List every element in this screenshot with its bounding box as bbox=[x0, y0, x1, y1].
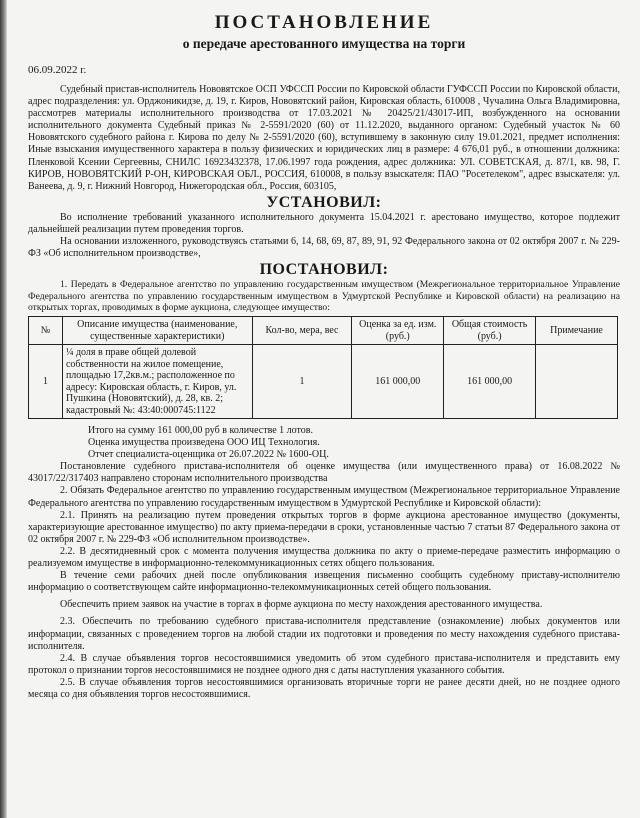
summary-report: Отчет специалиста-оценщика от 26.07.2022 № 1600-ОЦ. bbox=[88, 449, 329, 461]
cell-quantity: 1 bbox=[252, 345, 352, 419]
cell-total: 161 000,00 bbox=[444, 345, 536, 419]
clause-paragraph: 2. Обязать Федеральное агентство по управлению государственным имуществом (Межрегиональное территориальное Управление Федерального агентства по управлению государственным имуществом в Удмуртской Республике и Кировской области): bbox=[28, 485, 620, 509]
col-header-number: № bbox=[29, 317, 63, 345]
clause-paragraph: 2.2. В десятидневный срок с момента получения имущества должника по акту о приеме-передаче разместить информацию о реализуемом имуществе в информационно-телекоммуникационных сетях общего пользования. bbox=[28, 545, 620, 570]
cell-number: 1 bbox=[29, 345, 63, 419]
col-header-total: Общая стоимость (руб.) bbox=[444, 317, 536, 345]
clause-paragraph: 2.5. В случае объявления торгов несостоявшимися организовать вторичные торги не ранее десяти дней, но не позднее одного месяца со дня объявления торгов несостоявшимися. bbox=[28, 676, 620, 700]
summary-total: Итого на сумму 161 000,00 руб в количестве 1 лотов. bbox=[88, 425, 313, 436]
section-heading-postanovil: ПОСТАНОВИЛ: bbox=[259, 261, 389, 279]
table-header-row bbox=[29, 317, 618, 345]
document-subtitle: о передаче арестованного имущества на торги bbox=[182, 36, 466, 51]
summary-appraiser: Оценка имущества произведена ООО ИЦ Технология. bbox=[88, 437, 320, 449]
clause-paragraph: 2.4. В случае объявления торгов несостоявшимися уведомить об этом судебного пристава-исполнителя и представить ему протокол о признании торгов несостоявшимися не позднее одного дня с даты наступления указанного события. bbox=[28, 652, 620, 676]
clause-paragraph: Обеспечить прием заявок на участие в торгах в форме аукциона по месту нахождения арестованного имущества. bbox=[60, 599, 543, 611]
scan-edge bbox=[0, 0, 7, 818]
col-header-unit-price: Оценка за ед. изм. (руб.) bbox=[352, 317, 444, 345]
clause-paragraph: 2.1. Принять на реализацию путем проведения открытых торгов в форме аукциона арестованное имущество (документы, характеризующие арестованное имущество) по акту приема-передачи в сроки, установленные частью 7 статьи 87 Федерального закона от 02 октября 2007 г. № 229-ФЗ «Об исполнительном производстве». bbox=[28, 509, 620, 545]
col-header-description: Описание имущества (наименование, существенные характеристики) bbox=[62, 317, 252, 345]
table-row bbox=[29, 345, 618, 419]
section-heading-ustanovil: УСТАНОВИЛ: bbox=[266, 193, 382, 211]
clauses-block bbox=[28, 461, 620, 701]
property-table bbox=[28, 316, 618, 419]
col-header-note: Примечание bbox=[536, 317, 618, 345]
intro-paragraph: Судебный пристав-исполнитель Нововятское ОСП УФССП России по Кировской области ГУФССП России по Кировской области, адрес подразделения: ул. Орджоникидзе, д. 19, г. Киров, Нововятский район, Кировская область, 610008 , Чучалина Ольга Владимировна, рассмотрев материалы исполнительного производства от 17.03.2021 № 20425/21/43017-ИП, возбужденного на основании исполнительного документа Судебный приказ № 2-5591/2020 (60) от 11.12.2020, выданного органом: Судебный участок № 60 Нововятского судебного района г. Кирова по делу № 2-5591/2020 (60), вступившему в законную силу 19.01.2021, предмет исполнения: Иные взыскания имущественного характера в пользу физических и юридических лиц в размере: 4 676,01 руб., в отношении должника: Пленковой Ксении Сергеевны, СНИЛС 16923432378, 17.06.1997 года рождения, адрес должника: УЛ. СОВЕТСКАЯ, д. 87/1, кв. 98, Г. КИРОВ, НОВОВЯТСКИЙ Р-ОН, КИРОВСКАЯ ОБЛ., РОССИЯ, 610008, в пользу взыскателя: ПАО "Росетелеком", адрес взыскателя: ул. Ванеева, д. 9, г. Нижний Новгород, Нижегородская обл., Россия, 603105, bbox=[28, 84, 620, 192]
clause-paragraph: Постановление судебного пристава-исполнителя об оценке имущества (или имущественного права) от 16.08.2022 № 43017/22/317403 направлено сторонам исполнительного производства bbox=[28, 461, 620, 485]
col-header-quantity: Кол-во, мера, вес bbox=[252, 317, 352, 345]
cell-description: ¼ доля в праве общей долевой собственности на жилое помещение, площадью 17,2кв.м.; расположенное по адресу: Кировская область, г. Киров, ул. Пушкина (Нововятский), д. 28, кв. 2; кадастровый №: 43:40:000745:1122 bbox=[62, 345, 252, 419]
cell-note bbox=[536, 345, 618, 419]
cell-unit-price: 161 000,00 bbox=[352, 345, 444, 419]
document-title: ПОСТАНОВЛЕНИЕ bbox=[214, 12, 434, 33]
ustanovil-paragraph-2: На основании изложенного, руководствуясь статьями 6, 14, 68, 69, 87, 89, 91, 92 Федерального закона от 02 октября 2007 г. № 229-ФЗ «Об исполнительном производстве», bbox=[28, 236, 620, 260]
postanovil-paragraph-1: 1. Передать в Федеральное агентство по управлению государственным имуществом (Межрегиональное территориальное Управление Федерального агентства по управлению государственным имуществом в Удмуртской Республике и Кировской области) на реализацию на открытых торгах, проводимых в форме аукциона, следующее имущество: bbox=[28, 279, 620, 314]
document-date: 06.09.2022 г. bbox=[28, 64, 87, 76]
ustanovil-paragraph-1: Во исполнение требований указанного исполнительного документа 15.04.2021 г. арестовано имущество, которое подлежит дальнейшей реализации путем проведения торгов. bbox=[28, 211, 620, 235]
clause-paragraph: 2.3. Обеспечить по требованию судебного пристава-исполнителя представление (ознакомление) любых документов или информации, связанных с проведением торгов на любой стадии их подготовки и проведения по месту нахождения судебного пристава-исполнителя. bbox=[28, 616, 620, 652]
clause-paragraph: В течение семи рабочих дней после опубликования извещения письменно сообщить судебному приставу-исполнителю информацию о соответствующем сайте информационно-телекоммуникационных сетей общего пользования. bbox=[28, 570, 620, 594]
